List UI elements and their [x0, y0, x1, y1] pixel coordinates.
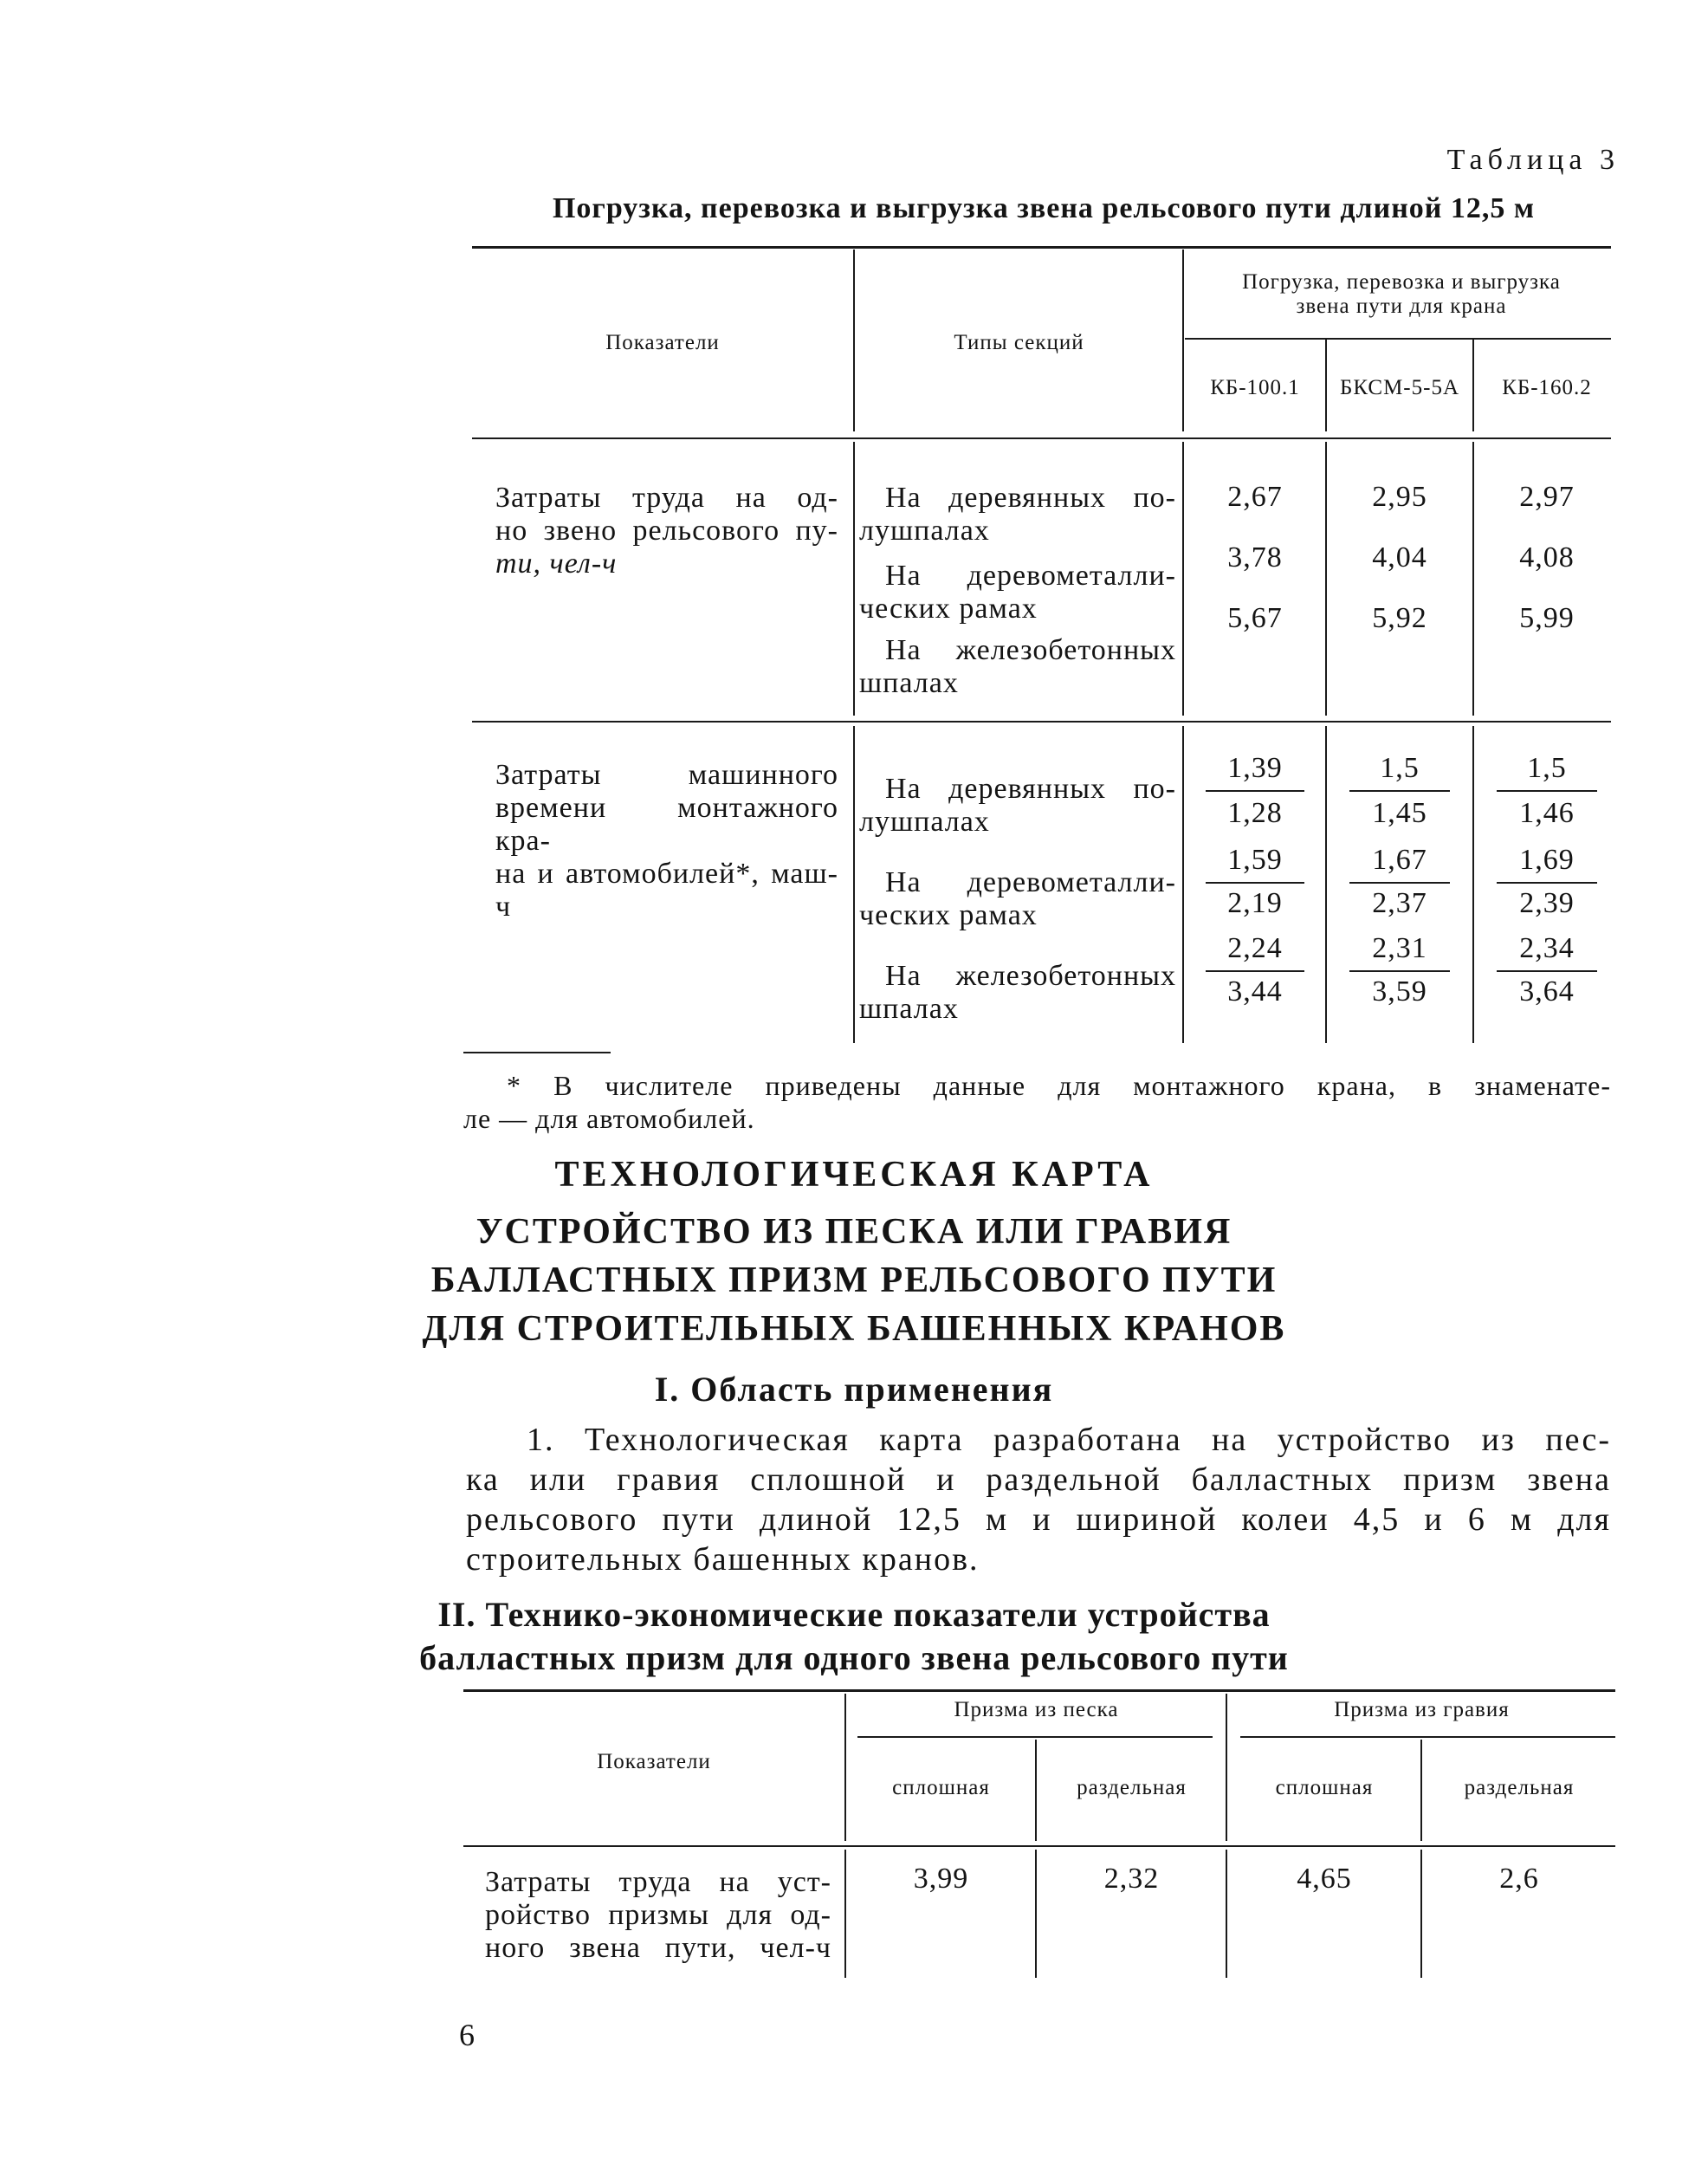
row1-value: 4,04: [1372, 541, 1427, 574]
row2-label: Затраты машинного времени монтажного кра- на и автомобилей*, маш-ч: [495, 759, 838, 923]
row2-numerator: 1,5: [1380, 752, 1420, 784]
header-crane-kb160: КБ-160.2: [1502, 376, 1592, 399]
row1-label: Затраты труда на од- но звено рельсового пу- ти, чел-ч: [495, 482, 838, 580]
tech-header-indicators: Показатели: [597, 1750, 711, 1773]
row1-value: 3,78: [1227, 541, 1283, 574]
row2-denominator: 1,46: [1519, 797, 1575, 829]
header-crane-kb100: КБ-100.1: [1210, 376, 1300, 399]
table-title: Погрузка, перевозка и выгрузка звена рельсового пути длиной 12,5 м: [552, 192, 1536, 224]
row1-value: 5,99: [1519, 602, 1575, 634]
row2-type-3: На железобетонных шпалах: [859, 960, 1176, 1025]
row2-denominator: 2,19: [1227, 887, 1283, 919]
tech-header-group-gravel: Призма из гравия: [1334, 1698, 1510, 1721]
tech-row-value: 3,99: [913, 1863, 969, 1895]
row2-numerator: 1,5: [1527, 752, 1567, 784]
row2-denominator: 3,44: [1227, 975, 1283, 1008]
section1-paragraph-line: ка или гравия сплошной и раздельной балластных призм звена: [466, 1461, 1611, 1498]
row1-value: 5,92: [1372, 602, 1427, 634]
row2-numerator: 1,67: [1372, 844, 1427, 876]
tech-row-value: 2,32: [1103, 1863, 1160, 1895]
tech-row-value: 2,6: [1499, 1863, 1539, 1895]
row2-type-2: На деревометалли- ческих рамах: [859, 866, 1176, 931]
row2-denominator: 1,45: [1372, 797, 1427, 829]
row2-denominator: 2,37: [1372, 887, 1427, 919]
row1-type-2: На деревометалли- ческих рамах: [859, 560, 1176, 625]
row2-type-1: На деревянных по- лушпалах: [859, 773, 1176, 838]
table3-row-divider: [472, 721, 1611, 723]
tech-subheader: раздельная: [1077, 1776, 1187, 1799]
tech-subheader: раздельная: [1464, 1776, 1575, 1799]
section1-paragraph-line: рельсового пути длиной 12,5 м и шириной колеи 4,5 и 6 м для: [466, 1501, 1611, 1538]
table-label: Таблица 3: [1446, 144, 1620, 176]
row2-numerator: 1,59: [1227, 844, 1283, 876]
tech-table-top-rule: [463, 1689, 1615, 1692]
section2-heading: балластных призм для одного звена рельсового пути: [419, 1638, 1289, 1677]
row2-denominator: 1,28: [1227, 797, 1283, 829]
row2-numerator: 1,69: [1519, 844, 1575, 876]
row2-denominator: 3,64: [1519, 975, 1575, 1008]
header-group-line2: звена пути для крана: [1296, 295, 1507, 318]
section2-heading: II. Технико-экономические показатели устройства: [437, 1595, 1271, 1634]
tech-row-value: 4,65: [1297, 1863, 1352, 1895]
row1-value: 4,08: [1519, 541, 1575, 574]
footnote-rule: [463, 1052, 611, 1053]
row2-numerator: 2,24: [1227, 932, 1283, 964]
tech-subheader: сплошная: [1275, 1776, 1374, 1799]
footnote: * В числителе приведены данные для монтажного крана, в знаменате- ле — для автомобилей.: [463, 1070, 1611, 1134]
card-title-line: ДЛЯ СТРОИТЕЛЬНЫХ БАШЕННЫХ КРАНОВ: [422, 1309, 1286, 1349]
row2-denominator: 3,59: [1372, 975, 1427, 1008]
row1-value: 2,97: [1519, 481, 1575, 513]
section1-paragraph-line: 1. Технологическая карта разработана на устройство из пес-: [527, 1422, 1611, 1458]
card-title-line: УСТРОЙСТВО ИЗ ПЕСКА ИЛИ ГРАВИЯ: [476, 1212, 1232, 1252]
tech-table-header-rule: [463, 1845, 1615, 1847]
tech-row-label: Затраты труда на уст- ройство призмы для од- ного звена пути, чел-ч: [485, 1866, 831, 1964]
row1-value: 5,67: [1227, 602, 1283, 634]
tech-header-group-sand: Призма из песка: [954, 1698, 1119, 1721]
header-section-types: Типы секций: [954, 331, 1084, 354]
table3-header-rule: [472, 437, 1611, 439]
row1-type-1: На деревянных по- лушпалах: [859, 482, 1176, 547]
row2-numerator: 2,31: [1372, 932, 1427, 964]
card-title-line: БАЛЛАСТНЫХ ПРИЗМ РЕЛЬСОВОГО ПУТИ: [430, 1260, 1278, 1300]
row2-denominator: 2,39: [1519, 887, 1575, 919]
tech-subheader: сплошная: [892, 1776, 990, 1799]
row1-value: 2,67: [1227, 481, 1283, 513]
header-group-line1: Погрузка, перевозка и выгрузка: [1242, 270, 1561, 294]
row1-type-3: На железобетонных шпалах: [859, 634, 1176, 699]
row2-numerator: 1,39: [1227, 752, 1283, 784]
header-indicators: Показатели: [605, 331, 720, 354]
section1-heading: I. Область применения: [654, 1370, 1054, 1409]
header-crane-bksm: БКСМ-5-5А: [1339, 376, 1460, 399]
row2-numerator: 2,34: [1519, 932, 1575, 964]
card-title-line: ТЕХНОЛОГИЧЕСКАЯ КАРТА: [554, 1155, 1154, 1195]
table3-top-rule: [472, 246, 1611, 249]
section1-paragraph-line: строительных башенных кранов.: [466, 1541, 980, 1578]
page-number: 6: [459, 2018, 475, 2052]
row1-value: 2,95: [1372, 481, 1427, 513]
